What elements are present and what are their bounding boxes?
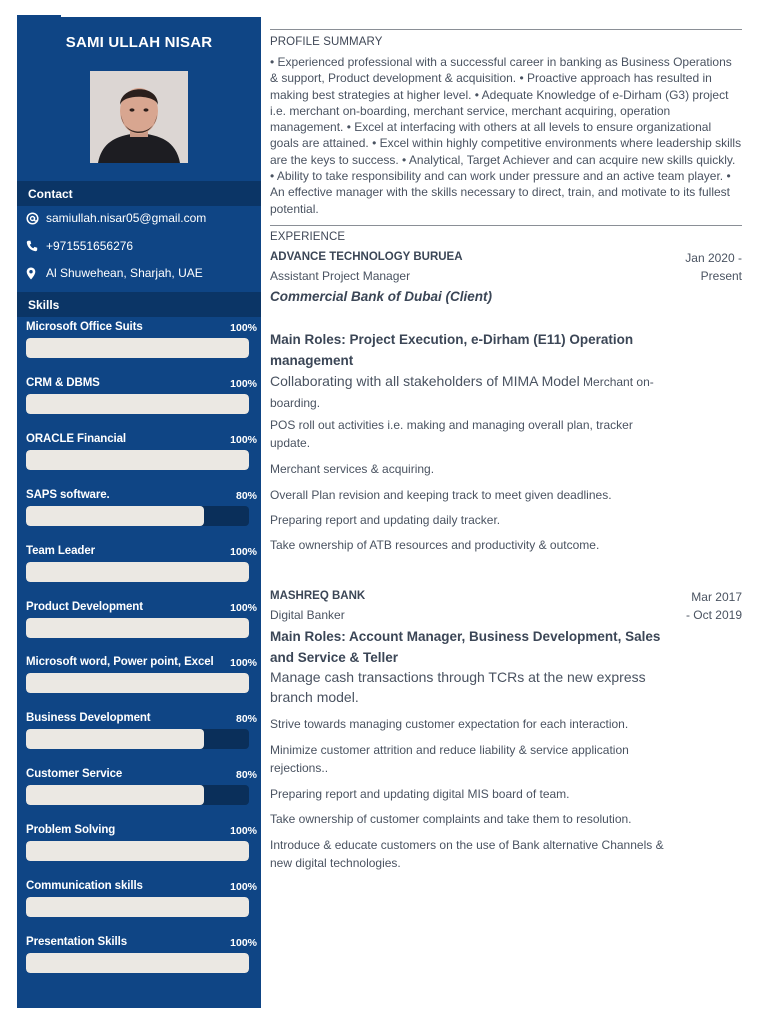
skill-bar-track [26, 338, 249, 358]
skill-label: Microsoft word, Power point, Excel [26, 656, 214, 669]
skill-bar-fill [26, 953, 249, 973]
sidebar [17, 17, 261, 1008]
skill-bar-fill [26, 618, 249, 638]
job1-company: ADVANCE TECHNOLOGY BURUEA [270, 251, 463, 263]
experience-heading: EXPERIENCE [270, 231, 346, 243]
job2-date-end: - Oct 2019 [685, 608, 742, 622]
job2-date [686, 588, 742, 624]
skill-bar-fill [26, 394, 249, 414]
skill-percent: 80% [235, 713, 257, 726]
skill-bar-track [26, 897, 249, 917]
skill-bar-track [26, 450, 249, 470]
candidate-name: SAMI ULLAH NISAR [65, 34, 213, 51]
skill-label: Customer Service [26, 768, 123, 781]
contact-address-text: Al Shuwehean, Sharjah, UAE [46, 266, 203, 280]
skill-percent: 100% [230, 825, 257, 838]
job2-role: Digital Banker [270, 608, 345, 622]
skill-bar-track [26, 506, 249, 526]
job1-lead-big: Collaborating with all stakeholders of MIMA Model [270, 373, 580, 389]
skill-bar-track [26, 729, 249, 749]
job1-role: Assistant Project Manager [270, 269, 411, 283]
job2-lead: Manage cash transactions through TCRs at the new express branch model. [270, 669, 646, 705]
skill-bar-fill [26, 506, 204, 526]
skill-percent: 100% [230, 936, 257, 949]
skill-bar-fill [26, 338, 249, 358]
skill-row [26, 880, 257, 926]
skill-percent: 80% [235, 769, 257, 782]
skill-row [26, 712, 257, 758]
job1-bullet: Overall Plan revision and keeping track to meet given deadlines. [270, 488, 612, 502]
divider-experience [270, 225, 742, 226]
skill-label: Team Leader [26, 544, 95, 557]
job1-date-end: Present [700, 269, 742, 283]
skill-bar-track [26, 618, 249, 638]
skill-label: Product Development [26, 600, 143, 613]
contact-email-text: samiullah.nisar05@gmail.com [46, 211, 207, 225]
job1-lead [270, 371, 670, 413]
skill-label: Business Development [26, 712, 151, 725]
skill-bar-fill [26, 785, 204, 805]
job1-client: Commercial Bank of Dubai (Client) [270, 289, 493, 304]
skill-label: Microsoft Office Suits [26, 321, 143, 333]
location-pin-icon [26, 266, 44, 280]
skill-percent: 80% [235, 489, 257, 502]
contact-heading: Contact [17, 181, 261, 206]
job1-main-roles: Main Roles: Project Execution, e-Dirham (E11) Operation management [270, 332, 634, 368]
profile-summary-heading: PROFILE SUMMARY [270, 36, 383, 48]
skill-label: ORACLE Financial [26, 432, 126, 445]
job1-date [685, 249, 742, 285]
job2-bullet: Minimize customer attrition and reduce liability & service application rejections.. [270, 743, 629, 775]
skill-percent: 100% [230, 545, 257, 558]
job1-bullet: POS roll out activities i.e. making and managing overall plan, tracker update. [270, 418, 633, 450]
skill-bar-track [26, 673, 249, 693]
contact-address [26, 264, 203, 282]
job2-bullet: Preparing report and updating digital MIS board of team. [270, 787, 570, 801]
at-icon [26, 211, 44, 225]
job1-date-start: Jan 2020 - [685, 251, 742, 265]
skill-bar-fill [26, 729, 204, 749]
skill-bar-fill [26, 450, 249, 470]
skills-heading: Skills [17, 292, 261, 317]
skill-label: Presentation Skills [26, 935, 127, 948]
phone-icon [26, 239, 44, 253]
job2-date-start: Mar 2017 [691, 590, 742, 604]
skill-percent: 100% [230, 433, 257, 446]
skill-label: Problem Solving [26, 824, 116, 837]
job1-bullet: Take ownership of ATB resources and productivity & outcome. [270, 538, 600, 552]
job1-bullet: Preparing report and updating daily tracker. [270, 513, 501, 527]
contact-phone[interactable] [26, 237, 133, 255]
skill-row [26, 545, 257, 591]
skill-row [26, 656, 257, 702]
skill-bar-fill [26, 562, 249, 582]
skill-bar-fill [26, 673, 249, 693]
contact-email[interactable] [26, 209, 206, 227]
skill-bar-track [26, 953, 249, 973]
skill-percent: 100% [230, 322, 257, 334]
profile-photo [90, 71, 188, 163]
skill-bar-track [26, 562, 249, 582]
skill-bar-track [26, 785, 249, 805]
divider-top [270, 29, 742, 30]
contact-phone-text: +971551656276 [46, 239, 134, 253]
skill-row [26, 321, 257, 367]
job2-bullet: Introduce & educate customers on the use of Bank alternative Channels & new digital technologies. [270, 838, 664, 870]
job1-lead-small: Merchant on-boarding. [270, 375, 654, 410]
skill-percent: 100% [230, 601, 257, 614]
skill-bar-fill [26, 897, 249, 917]
profile-summary-text: • Experienced professional with a successful career in banking as Business Operations & support, Product development & acquisition. • Proactive approach has resulted in making best strategies at higher level. • Adequate Knowledge of e-Dirham (G3) project i.e. merchant on-boarding, merchant service, merchant acquiring, operation management. • Excel at interfacing with others at all levels to ensure organizational goals are attained. • Excel within highly competitive environments where leadership skills are the keys to success. • Analytical, Target Achiever and can acquire new skills quickly. • Ability to take responsibility and can work under pressure and an active team player. • An effective manager with the skills necessary to direct, train, and motivate to its fullest potential. [270, 55, 742, 216]
job2-main-roles: Main Roles: Account Manager, Business Development, Sales and Service & Teller [270, 629, 661, 665]
skill-percent: 100% [230, 881, 257, 893]
skill-row [26, 936, 257, 982]
sidebar-notch [17, 15, 61, 19]
skill-bar-fill [26, 841, 249, 861]
job2-bullet: Take ownership of customer complaints and take them to resolution. [270, 812, 632, 826]
skill-row [26, 768, 257, 814]
skill-row [26, 489, 257, 535]
skill-bar-track [26, 841, 249, 861]
job1-bullet: Merchant services & acquiring. [270, 462, 435, 476]
skill-bar-track [26, 394, 249, 414]
job2-bullet: Strive towards managing customer expectation for each interaction. [270, 717, 629, 731]
skill-row [26, 377, 257, 423]
skill-label: CRM & DBMS [26, 376, 100, 389]
skill-row [26, 601, 257, 647]
skill-percent: 100% [230, 657, 257, 670]
skill-percent: 100% [230, 377, 257, 390]
skill-label: Communication skills [26, 880, 143, 892]
job2-company: MASHREQ BANK [270, 590, 366, 602]
skill-row [26, 824, 257, 870]
skill-label: SAPS software. [26, 488, 110, 501]
skill-row [26, 433, 257, 479]
